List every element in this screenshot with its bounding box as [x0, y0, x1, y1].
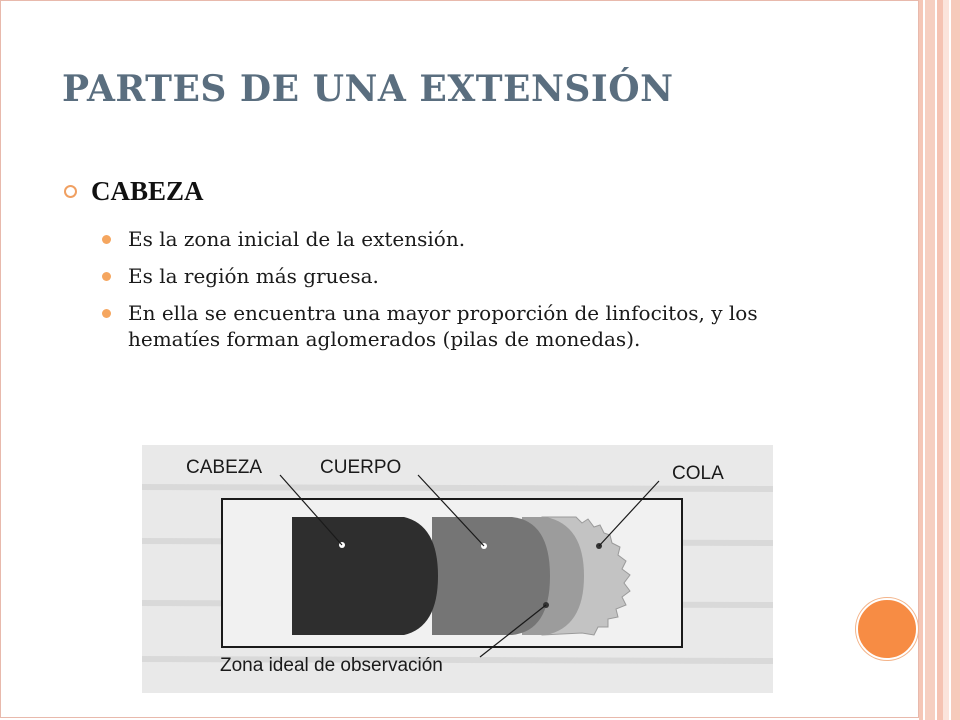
smear-body: [432, 517, 550, 635]
label-cuerpo: CUERPO: [320, 457, 402, 478]
bullet-dot-icon: [102, 272, 111, 281]
bullet-text: En ella se encuentra una mayor proporción de linfocitos, y los hematíes forman aglomerados (pilas de monedas).: [128, 301, 758, 351]
bullet-item: [102, 226, 802, 252]
smear-diagram: [142, 445, 773, 693]
section-heading: CABEZA: [91, 176, 204, 206]
decorative-circle: [856, 598, 918, 660]
label-zona-ideal: Zona ideal de observación: [220, 655, 443, 676]
bullet-item: [102, 263, 802, 289]
decorative-stripes: [919, 0, 960, 720]
bullet-item: [102, 300, 802, 352]
ring-bullet-icon: [64, 185, 77, 198]
bullet-dot-icon: [102, 309, 111, 318]
bullet-text: Es la zona inicial de la extensión.: [128, 227, 466, 251]
label-cabeza: CABEZA: [186, 457, 263, 478]
section-heading-row: [64, 176, 204, 207]
bullet-dot-icon: [102, 235, 111, 244]
slide-title: PARTES DE UNA EXTENSIÓN: [62, 68, 674, 110]
smear-head: [292, 517, 438, 635]
label-cola: COLA: [672, 463, 724, 484]
bullet-text: Es la región más gruesa.: [128, 264, 379, 288]
bullet-list: [102, 226, 802, 363]
smear-diagram-svg: [142, 445, 773, 693]
